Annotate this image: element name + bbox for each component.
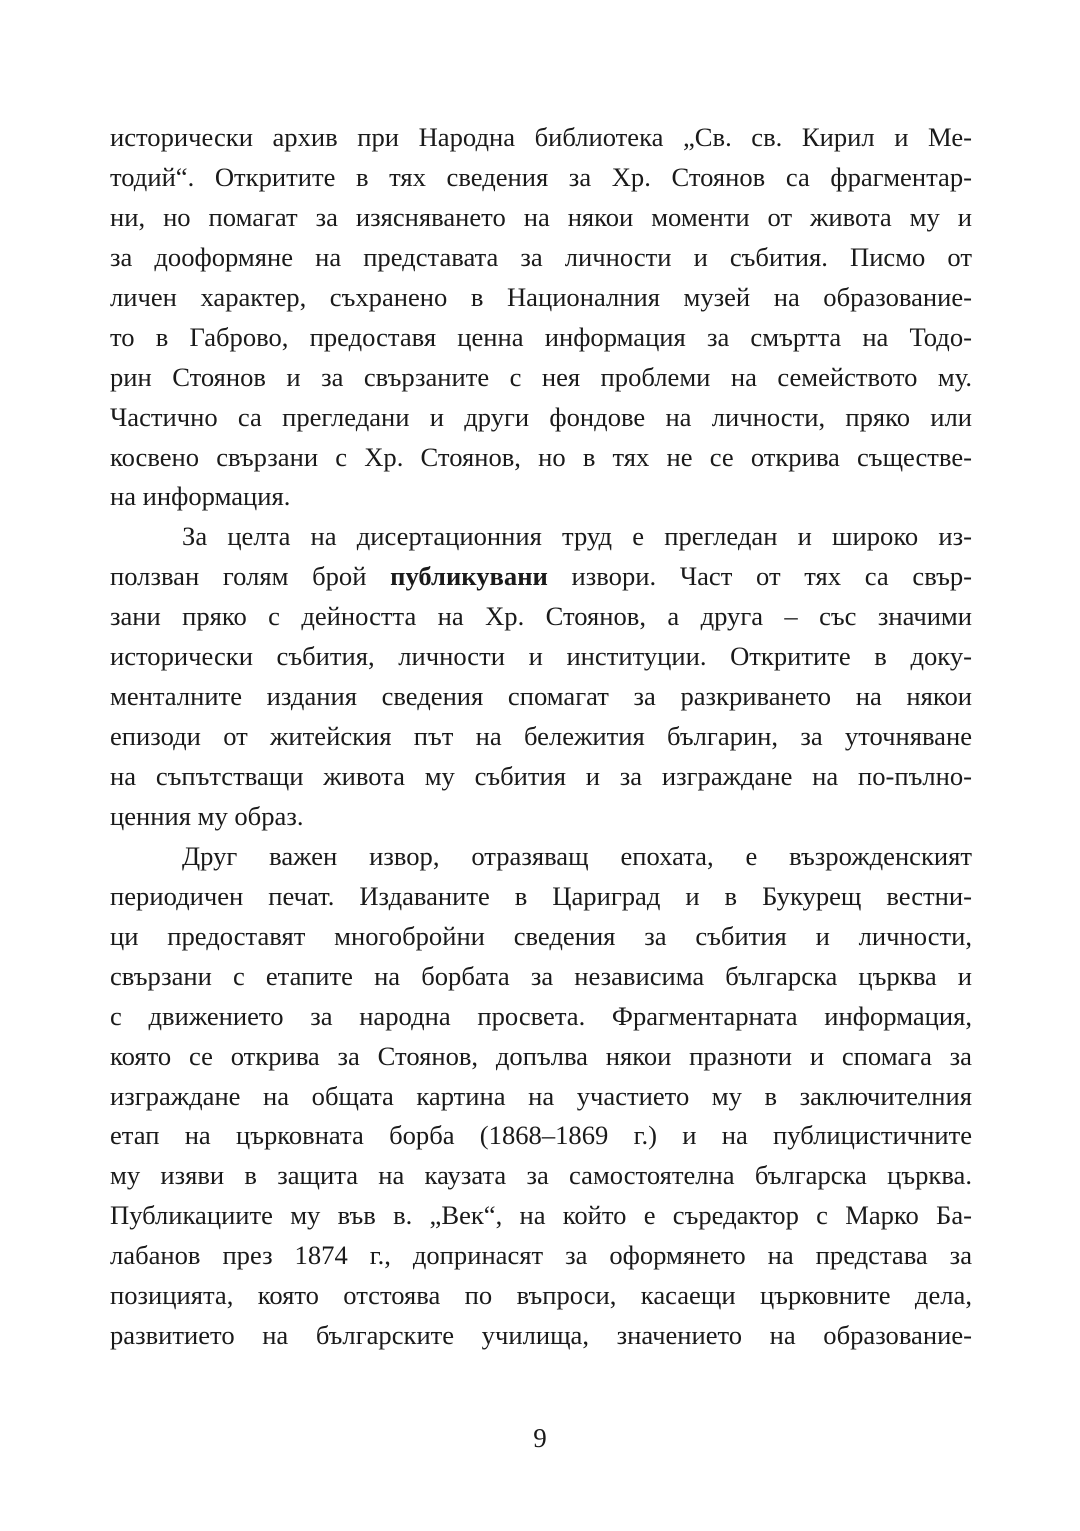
page-number: 9 bbox=[533, 1423, 547, 1453]
text-line: епизоди от житейския път на бележития българин, за уточняване bbox=[110, 721, 972, 752]
text-line: Друг важен извор, отразяващ епохата, е възрожденският bbox=[182, 840, 972, 871]
bold-term: публикувани bbox=[390, 561, 548, 592]
text-line: за дооформяне на представата за личности и събития. Писмо от bbox=[110, 241, 972, 272]
text-segment: извори. Част от тях са свър- bbox=[547, 561, 972, 592]
text-line: му изяви в защита на каузата за самостоятелна българска църква. bbox=[110, 1160, 972, 1191]
text-line: развитието на българските училища, значението на образование- bbox=[110, 1320, 972, 1351]
text-line: зани пряко с дейността на Хр. Стоянов, а друга – със значими bbox=[110, 601, 972, 632]
text-line: исторически събития, личности и институции. Откритите в доку- bbox=[110, 641, 972, 672]
text-line: ни, но помагат за изясняването на някои моменти от живота му и bbox=[110, 201, 972, 232]
text-line: с движението за народна просвета. Фрагментарната информация, bbox=[110, 1000, 972, 1031]
text-line: рин Стоянов и за свързаните с нея проблеми на семейството му. bbox=[110, 361, 972, 392]
text-line: лабанов през 1874 г., допринасят за оформянето на представа за bbox=[110, 1240, 972, 1271]
text-line: свързани с етапите на борбата за независима българска църква и bbox=[110, 960, 972, 991]
text-line: изграждане на общата картина на участието му в заключителния bbox=[110, 1080, 972, 1111]
text-line: на съпътстващи живота му събития и за изграждане на по-пълно- bbox=[110, 761, 972, 791]
text-line: периодичен печат. Издаваните в Цариград и в Букурещ вестни- bbox=[110, 880, 972, 911]
text-segment: ползван голям брой bbox=[110, 561, 391, 592]
text-line: етап на църковната борба (1868–1869 г.) и на публицистичните bbox=[110, 1120, 972, 1151]
text-line: Публикациите му във в. „Век“, на който е съредактор с Марко Ба- bbox=[110, 1200, 972, 1231]
text-line: исторически архив при Народна библиотека „Св. св. Кирил и Ме- bbox=[110, 122, 972, 152]
text-line: която се открива за Стоянов, допълва някои празноти и спомага за bbox=[110, 1040, 972, 1071]
text-line: на информация. bbox=[110, 481, 291, 512]
text-line: позицията, която отстоява по въпроси, касаещи църковните дела, bbox=[110, 1280, 972, 1311]
text-line: ци предоставят многобройни сведения за събития и личности, bbox=[110, 920, 972, 951]
page-body bbox=[110, 118, 972, 1356]
paragraph-periodical-press bbox=[110, 837, 972, 1356]
text-line: личен характер, съхранено в Националния музей на образование- bbox=[110, 281, 972, 312]
text-line: косвено свързани с Хр. Стоянов, но в тях не се открива съществе- bbox=[110, 441, 972, 472]
text-line: менталните издания сведения спомагат за разкриването на някои bbox=[110, 681, 972, 712]
text-line: тодий“. Откритите в тях сведения за Хр. Стоянов са фрагментар- bbox=[110, 161, 972, 192]
text-line: За целта на дисертационния труд е прегледан и широко из- bbox=[182, 521, 972, 552]
text-line: то в Габрово, предоставя ценна информация за смъртта на Тодо- bbox=[110, 321, 972, 352]
text-line: Частично са прегледани и други фондове на личности, пряко или bbox=[110, 401, 972, 432]
text-line: ценния му образ. bbox=[110, 800, 304, 831]
text-line bbox=[110, 557, 972, 597]
paragraph-published-sources bbox=[110, 517, 972, 837]
paragraph-archives bbox=[110, 118, 972, 517]
